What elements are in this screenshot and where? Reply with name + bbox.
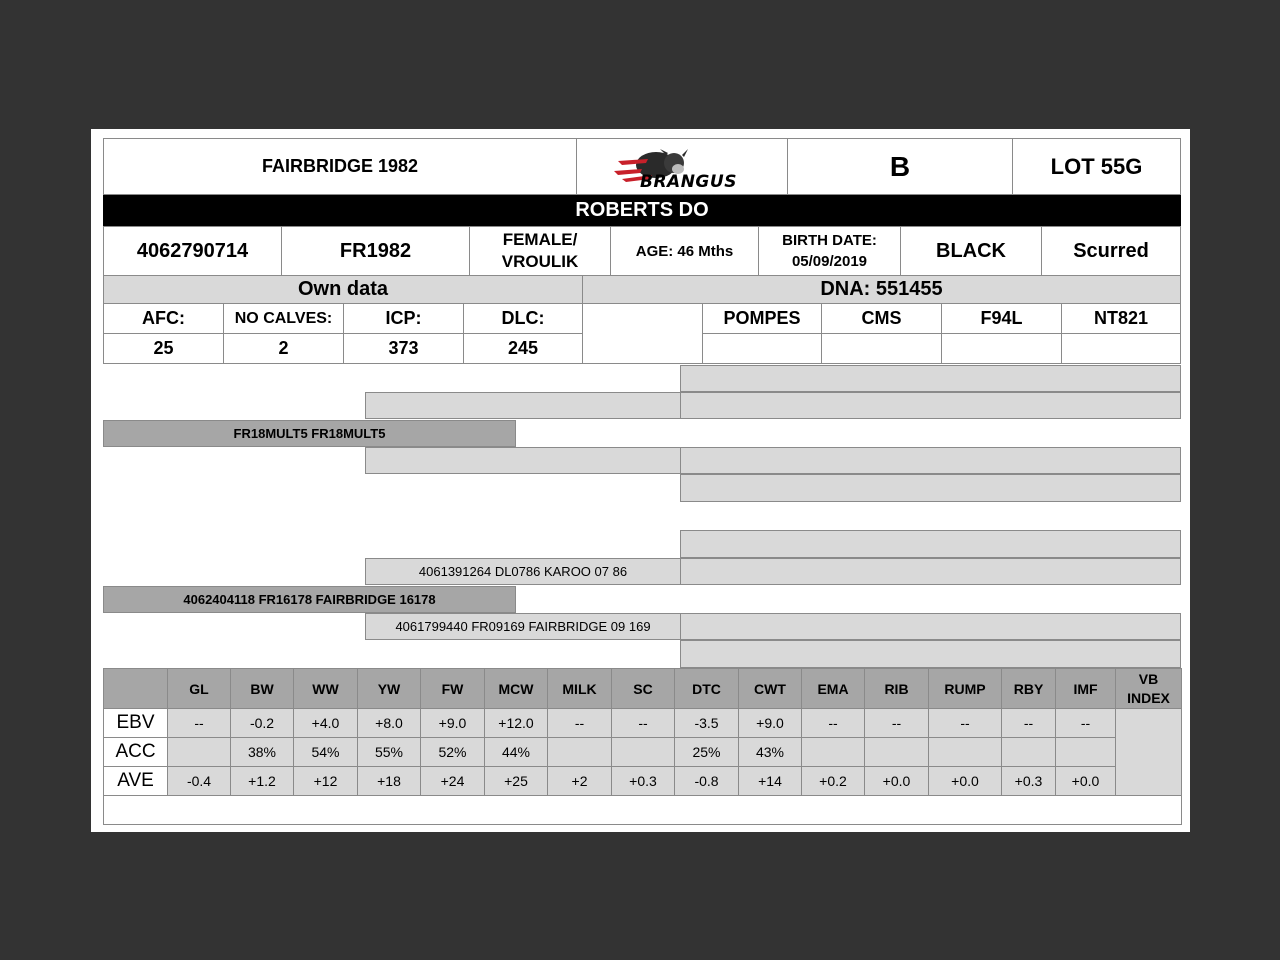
pedigree-dam-sire: 4061391264 DL0786 KAROO 07 86 [365,558,681,585]
own-label-afc: AFC: [103,303,224,334]
own-value-no-calves: 2 [223,333,344,364]
row-label-ave: AVE [104,767,168,796]
ave-cell: +2 [548,767,612,796]
acc-cell: 38% [231,738,294,767]
birth-date-label: BIRTH DATE: [782,232,877,249]
acc-cell [929,738,1002,767]
ebv-col-header: BW [231,669,294,709]
vb-line-1: VB [1138,670,1159,687]
own-value-icp: 373 [343,333,464,364]
acc-cell: 43% [739,738,802,767]
ebv-cell: -- [548,709,612,738]
acc-cell: 55% [358,738,421,767]
dna-marker-pompes: POMPES [702,303,822,334]
acc-cell [548,738,612,767]
ebv-cell: +8.0 [358,709,421,738]
ave-row [104,767,1182,796]
pedigree-sdd [680,474,1181,502]
ebv-col-header: FW [421,669,485,709]
acc-cell [802,738,865,767]
ave-cell: -0.8 [675,767,739,796]
ave-cell: +0.0 [865,767,929,796]
own-label-icp: ICP: [343,303,464,334]
ave-cell: +1.2 [231,767,294,796]
ebv-col-header: MILK [548,669,612,709]
ebv-cell: -- [168,709,231,738]
pedigree-sd [365,447,681,474]
own-data-heading: Own data [103,275,583,304]
dna-heading: DNA: 551455 [582,275,1181,304]
ebv-cell: +9.0 [739,709,802,738]
ave-cell: -0.4 [168,767,231,796]
row-label-acc: ACC [104,738,168,767]
lot-number: LOT 55G [1012,138,1181,195]
ebv-table [103,668,1182,825]
animal-code: FR1982 [281,226,470,276]
acc-cell [1002,738,1056,767]
ebv-cell: -- [1056,709,1116,738]
dna-value-f94l [941,333,1062,364]
logo-text: BRANGUS [640,171,737,189]
own-value-dlc: 245 [463,333,583,364]
ebv-col-header: CWT [739,669,802,709]
pedigree-sss [680,365,1181,392]
ebv-col-header: YW [358,669,421,709]
pedigree-ssd [680,392,1181,419]
acc-cell: 54% [294,738,358,767]
ave-cell: +14 [739,767,802,796]
dna-marker-cms: CMS [821,303,942,334]
ave-cell: +24 [421,767,485,796]
ave-cell: +0.3 [1002,767,1056,796]
ebv-col-header: RIB [865,669,929,709]
pedigree-dds [680,613,1181,640]
ave-cell: +18 [358,767,421,796]
ebv-cell: -- [612,709,675,738]
ebv-cell: -- [1002,709,1056,738]
pedigree-dam-dam: 4061799440 FR09169 FAIRBRIDGE 09 169 [365,613,681,640]
row-label-ebv: EBV [104,709,168,738]
ave-cell: +0.0 [929,767,1002,796]
pedigree-dss [680,530,1181,558]
brangus-logo [576,138,788,195]
dna-value-cms [821,333,942,364]
ebv-col-header: RUMP [929,669,1002,709]
animal-colour: BLACK [900,226,1042,276]
footer-row [104,796,1182,825]
ave-cell: +0.0 [1056,767,1116,796]
acc-cell: 52% [421,738,485,767]
acc-cell [168,738,231,767]
dna-blank-cell [582,303,703,364]
pedigree-dsd [680,558,1181,585]
ebv-row [104,709,1182,738]
birth-date [758,226,901,276]
ebv-col-header: IMF [1056,669,1116,709]
ebv-col-header: GL [168,669,231,709]
pedigree-ddd [680,640,1181,668]
ebv-col-header: WW [294,669,358,709]
dna-marker-nt821: NT821 [1061,303,1181,334]
pedigree-sds [680,447,1181,474]
ebv-corner-cell [104,669,168,709]
animal-horn-status: Scurred [1041,226,1181,276]
acc-cell: 25% [675,738,739,767]
pedigree-dam: 4062404118 FR16178 FAIRBRIDGE 16178 [103,586,516,613]
animal-id: 4062790714 [103,226,282,276]
vb-index-header [1116,669,1182,709]
ebv-col-header: RBY [1002,669,1056,709]
ave-cell: +12 [294,767,358,796]
farm-name: FAIRBRIDGE 1982 [103,138,577,195]
ebv-header-row [104,669,1182,709]
dna-value-nt821 [1061,333,1181,364]
ave-cell: +25 [485,767,548,796]
ebv-cell: -- [929,709,1002,738]
dna-marker-f94l: F94L [941,303,1062,334]
cattle-logo-icon [612,145,752,189]
ebv-cell: -0.2 [231,709,294,738]
ebv-col-header: SC [612,669,675,709]
vb-index-value [1116,709,1182,796]
footer-blank-cell [104,796,1182,825]
own-value-afc: 25 [103,333,224,364]
pedigree-ss [365,392,681,419]
own-label-no-calves: NO CALVES: [223,303,344,334]
sex-line-2: VROULIK [501,252,579,271]
ebv-cell: +12.0 [485,709,548,738]
animal-name: ROBERTS DO [103,195,1181,226]
ave-cell: +0.2 [802,767,865,796]
birth-date-value: 05/09/2019 [791,253,868,270]
ebv-cell: -3.5 [675,709,739,738]
ebv-cell: -- [802,709,865,738]
pedigree-sire: FR18MULT5 FR18MULT5 [103,420,516,447]
acc-cell [1056,738,1116,767]
acc-cell [612,738,675,767]
acc-cell [865,738,929,767]
acc-row [104,738,1182,767]
ebv-col-header: EMA [802,669,865,709]
own-label-dlc: DLC: [463,303,583,334]
animal-age: AGE: 46 Mths [610,226,759,276]
ebv-cell: -- [865,709,929,738]
ave-cell: +0.3 [612,767,675,796]
ebv-col-header: DTC [675,669,739,709]
acc-cell: 44% [485,738,548,767]
sex-line-1: FEMALE/ [502,230,578,249]
animal-sex [469,226,611,276]
grade-letter: B [787,138,1013,195]
ebv-cell: +4.0 [294,709,358,738]
vb-line-2: INDEX [1127,689,1170,706]
ebv-col-header: MCW [485,669,548,709]
ebv-cell: +9.0 [421,709,485,738]
dna-value-pompes [702,333,822,364]
